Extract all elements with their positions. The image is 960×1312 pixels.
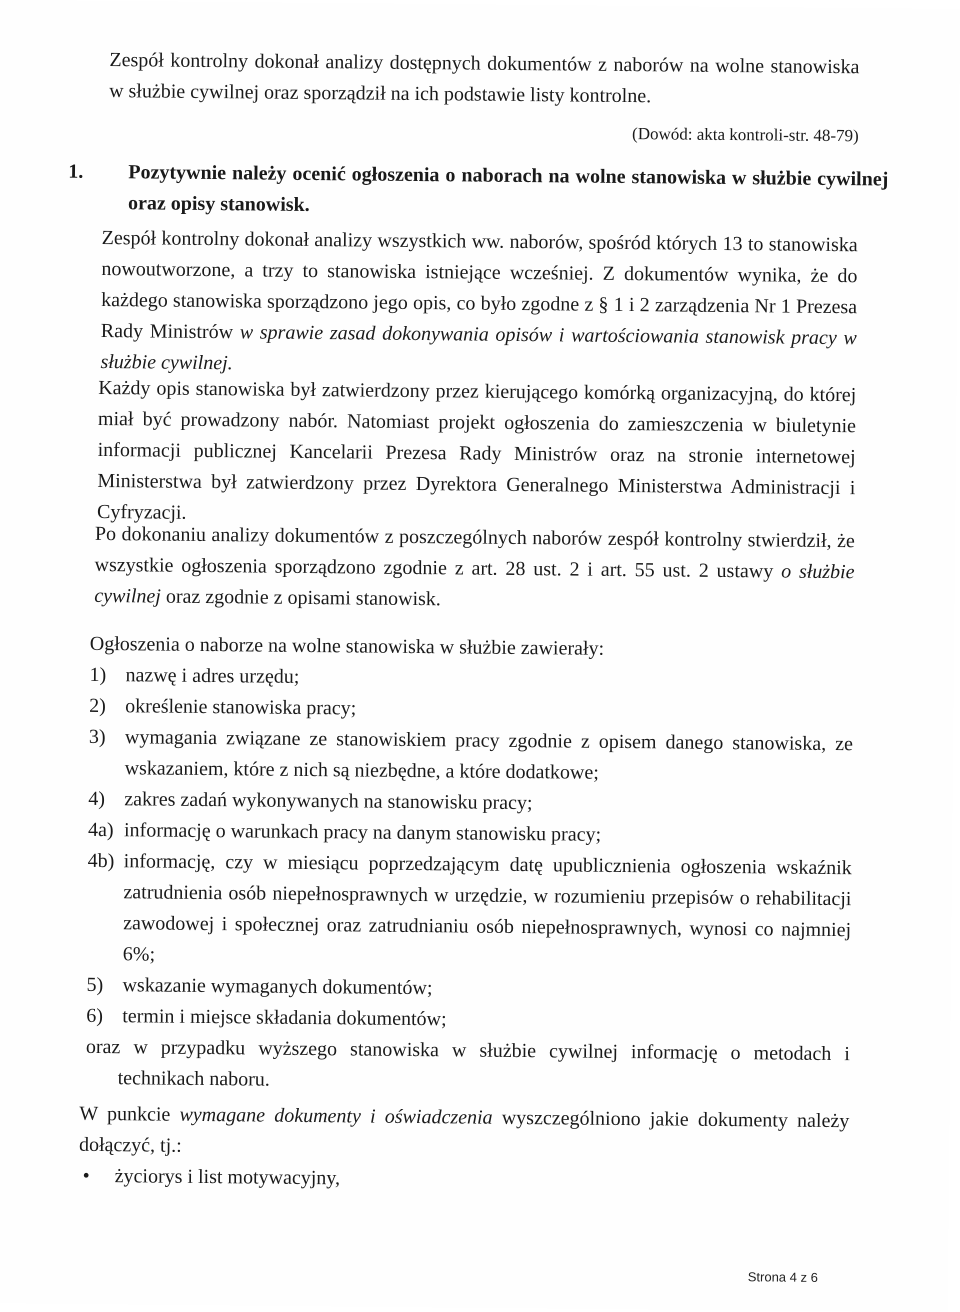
section-p1-italic: w sprawie zasad dokonywania opisów i wartościowania stanowisk pracy w służbie cywilnej. [100, 321, 857, 375]
intro-text: Zespół kontrolny dokonał analizy dostępnych dokumentów z naborów na wolne stanowiska w służbie cywilnej oraz sporządził na ich podstawie listy kontrolne. [109, 49, 860, 108]
list-item-text: nazwę i adres urzędu; [125, 664, 300, 688]
page-number: Strona 4 z 6 [747, 1269, 818, 1285]
section-heading [68, 157, 889, 227]
bullet-icon: • [82, 1164, 90, 1187]
section-p3-text: Po dokonaniu analizy dokumentów z poszczególnych naborów zespół kontrolny stwierdził, że wszystkie ogłoszenia sporządzono zgodnie z art. 28 ust. 2 i art. 55 ust. 2 ustawy [94, 522, 855, 583]
announcement-list [86, 660, 854, 1039]
list-item [88, 722, 853, 791]
list-item-number: 5) [86, 973, 104, 997]
list-item-number: 4b) [87, 849, 115, 873]
list-item-number: 4) [88, 787, 106, 811]
announcement-closing: oraz w przypadku wyższego stanowiska w służbie cywilnej informację o metodach i technikach naboru. [85, 1035, 851, 1091]
list-item-text: wskazanie wymaganych dokumentów; [122, 974, 433, 1000]
bullet-item [79, 1161, 849, 1199]
evidence-note [109, 113, 859, 151]
list-item-text: określenie stanowiska pracy; [125, 695, 357, 720]
section-heading-text: Pozytywnie należy ocenić ogłoszenia o naborach na wolne stanowiska w służbie cywilnej oraz opisy stanowisk. [127, 161, 889, 216]
section-p3-text-end: oraz zgodnie z opisami stanowisk. [160, 585, 441, 611]
announcement-lead: Ogłoszenia o naborze na wolne stanowiska w służbie zawierały: [89, 632, 605, 660]
section-p3-italic: o służbie cywilnej [94, 560, 855, 608]
announcement-section [86, 629, 854, 1101]
evidence-text: (Dowód: akta kontroli-str. 48-79) [632, 124, 859, 146]
intro-paragraph [109, 45, 860, 114]
list-item-number: 1) [89, 663, 107, 687]
list-item-text: termin i miejsce składania dokumentów; [122, 1005, 447, 1031]
list-item-text: informację, czy w miesiącu poprzedzającym datę upublicznienia ogłoszenia wskaźnik zatrudnienia osób niepełnosprawnych w urzędzie, w rozumieniu przepisów o rehabilitacji zawodowej i społecznej oraz zatrudnianiu osób niepełnosprawnych, wynosi co najmniej 6%; [122, 850, 852, 966]
list-item [87, 846, 852, 977]
documents-text: W punkcie [79, 1102, 180, 1126]
section-paragraph-2 [97, 373, 856, 535]
documents-italic: wymagane dokumenty i oświadczenia [179, 1103, 493, 1129]
section-p2-text: Każdy opis stanowiska był zatwierdzony przez kierującego komórką organizacyjną, do której miał być prowadzony nabór. Natomiast projekt ogłoszenia do zamieszczenia w biuletynie informacji publicznej Kancelarii Prezesa Rady Ministrów oraz na stronie internetowej Ministerstwa był zatwierdzony przez Dyrektora Generalnego Ministerstwa Administracji i Cyfryzacji. [96, 376, 857, 524]
section-paragraph-1 [100, 223, 857, 385]
documents-text-end: wyszczególniono jakie dokumenty należy dołączyć, tj.: [78, 1106, 850, 1157]
list-item-number: 6) [86, 1004, 104, 1028]
bullet-item-text: życiorys i list motywacyjny, [114, 1165, 341, 1190]
list-item-text: wymagania związane ze stanowiskiem pracy zgodnie z opisem danego stanowiska, ze wskazaniem, które z nich są niezbędne, a które dodatkowe; [124, 726, 854, 784]
list-item-number: 4a) [87, 818, 114, 842]
documents-intro [79, 1099, 850, 1168]
section-number: 1. [68, 160, 84, 183]
section-p1-text: Zespół kontrolny dokonał analizy wszystkich ww. naborów, spośród których 13 to stanowiska nowoutworzone, a trzy to stanowiska istniejące wcześniej. Z dokumentów wynika, że do każdego stanowiska sporządzono jego opis, co było zgodne z § 1 i 2 zarządzenia Nr 1 Prezesa Rady Ministrów [100, 226, 858, 344]
section-paragraph-3 [94, 519, 855, 619]
list-item-number: 2) [89, 694, 107, 718]
documents-section [79, 1099, 850, 1199]
list-item-text: informację o warunkach pracy na danym stanowisku pracy; [123, 819, 602, 846]
list-item-number: 3) [88, 725, 106, 749]
list-item-text: zakres zadań wykonywanych na stanowisku pracy; [124, 788, 533, 815]
